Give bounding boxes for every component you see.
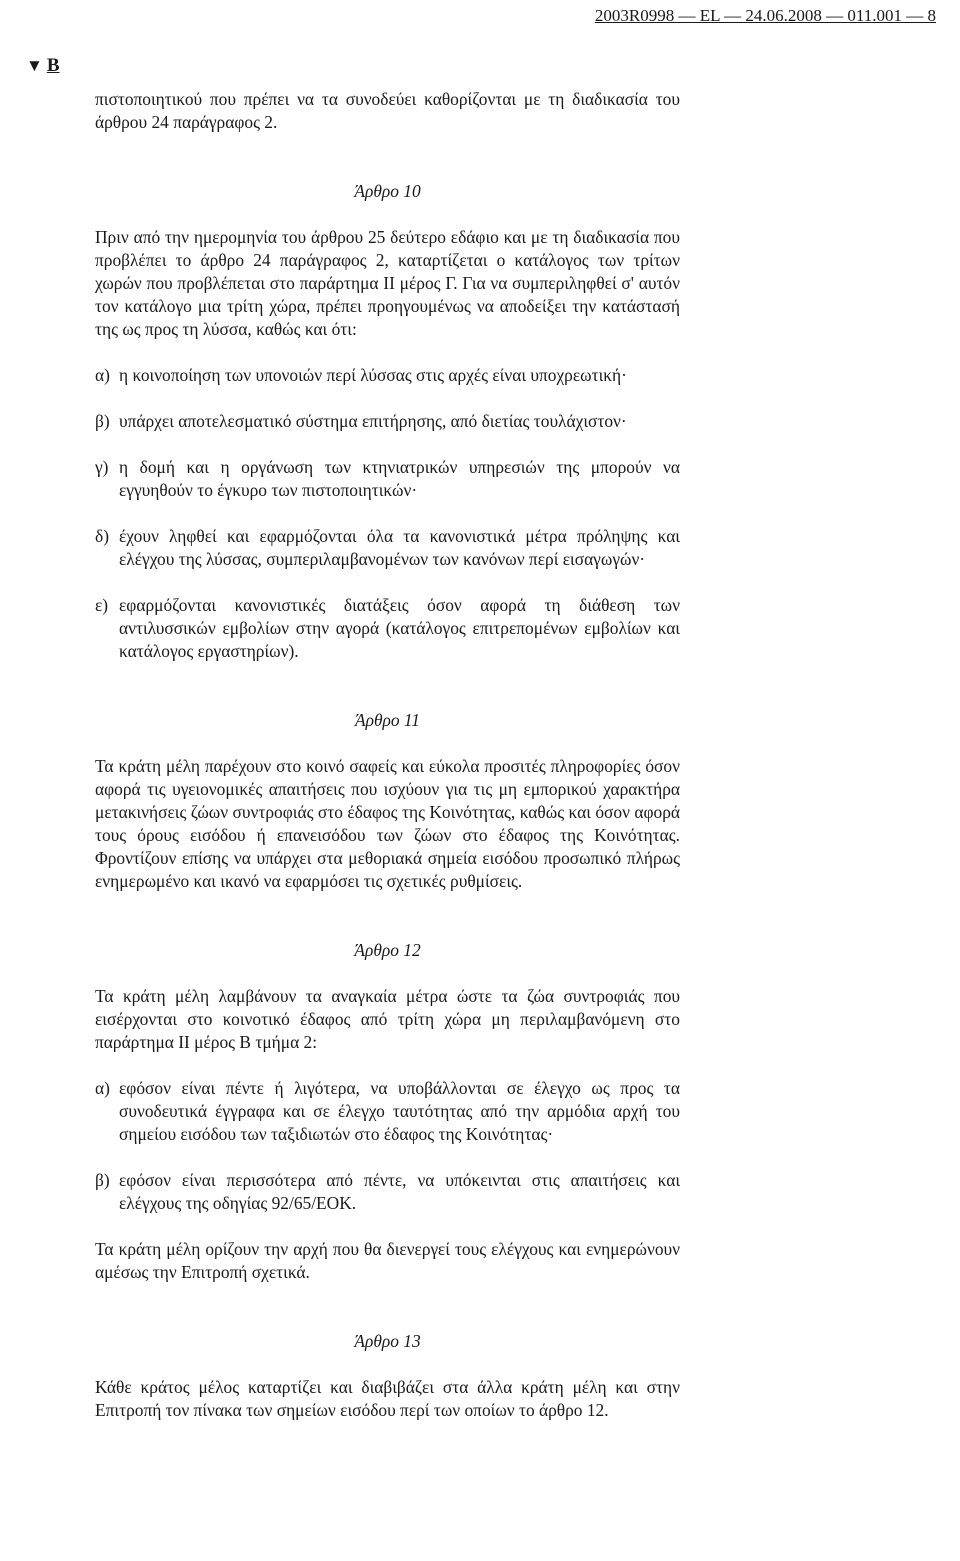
article-12-closing-paragraph: Τα κράτη μέλη ορίζουν την αρχή που θα διενεργεί τους ελέγχους και ενημερώνουν αμέσως την Επιτροπή σχετικά.: [95, 1239, 680, 1282]
document-body: [95, 88, 680, 1422]
down-triangle-icon: ▼: [26, 56, 43, 75]
list-item: γ) η δομή και η οργάνωση των κτηνιατρικών υπηρεσιών της μπορούν να εγγυηθούν το έγκυρο των πιστοποιητικών·: [95, 457, 680, 500]
article-12-paragraph: Τα κράτη μέλη λαμβάνουν τα αναγκαία μέτρα ώστε τα ζώα συντροφιάς που εισέρχονται στο κοινοτικό έδαφος από τρίτη χώρα μη περιλαμβανόμενη στο παράρτημα II μέρος Β τμήμα 2:: [95, 986, 680, 1052]
article-10-paragraph: Πριν από την ημερομηνία του άρθρου 25 δεύτερο εδάφιο και με τη διαδικασία που προβλέπει το άρθρο 24 παράγραφος 2, καταρτίζεται ο κατάλογος των τρίτων χωρών που προβλέπεται στο παράρτημα II μέρος Γ. Για να συμπεριληφθεί σ' αυτόν τον κατάλογο μια τρίτη χώρα, πρέπει προηγουμένως να αποδείξει την κατάστασή της ως προς τη λύσσα, καθώς και ότι:: [95, 227, 680, 339]
list-item: α) η κοινοποίηση των υπονοιών περί λύσσας στις αρχές είναι υποχρεωτική·: [95, 365, 627, 385]
article-11-title: Άρθρο 11: [354, 710, 420, 730]
article-11-paragraph: Τα κράτη μέλη παρέχουν στο κοινό σαφείς και εύκολα προσιτές πληροφορίες όσον αφορά τις υγειονομικές απαιτήσεις που ισχύουν για τις μη εμπορικού χαρακτήρα μετακινήσεις ζώων συντροφιάς στο έδαφος της Κοινότητας, καθώς και όσον αφορά τους όρους εισόδου ή επανεισόδου των ζώων στο έδαφος της Κοινότητας. Φροντίζουν επίσης να υπάρχει στα μεθοριακά σημεία εισόδου προσωπικό πλήρως ενημερωμένο και ικανό να εφαρμόσει τις σχετικές ρυθμίσεις.: [95, 756, 680, 891]
intro-paragraph: πιστοποιητικού που πρέπει να τα συνοδεύει καθορίζονται με τη διαδικασία του άρθρου 24 παράγραφος 2.: [95, 89, 680, 132]
list-item: β) εφόσον είναι περισσότερα από πέντε, να υπόκεινται στις απαιτήσεις και ελέγχους της οδηγίας 92/65/ΕΟΚ.: [95, 1170, 680, 1213]
amendment-letter: B: [46, 55, 60, 76]
article-12-title: Άρθρο 12: [354, 940, 421, 960]
list-item: β) υπάρχει αποτελεσματικό σύστημα επιτήρησης, από διετίας τουλάχιστον·: [95, 411, 627, 431]
list-item: δ) έχουν ληφθεί και εφαρμόζονται όλα τα κανονιστικά μέτρα πρόληψης και ελέγχου της λύσσας, συμπεριλαμβανομένων των κανόνων περί εισαγωγών·: [95, 526, 680, 569]
article-13-paragraph: Κάθε κράτος μέλος καταρτίζει και διαβιβάζει στα άλλα κράτη μέλη και στην Επιτροπή τον πίνακα των σημείων εισόδου περί των οποίων το άρθρο 12.: [95, 1377, 680, 1420]
document-header: 2003R0998 — EL — 24.06.2008 — 011.001 — 8: [594, 6, 936, 25]
article-13-title: Άρθρο 13: [354, 1331, 421, 1351]
list-item: ε) εφαρμόζονται κανονιστικές διατάξεις όσον αφορά τη διάθεση των αντιλυσσικών εμβολίων στην αγορά (κατάλογος επιτρεπομένων εμβολίων και κατάλογος εργαστηρίων).: [95, 595, 680, 661]
amendment-marker: [26, 54, 60, 77]
article-10-title: Άρθρο 10: [354, 181, 421, 201]
list-item: α) εφόσον είναι πέντε ή λιγότερα, να υποβάλλονται σε έλεγχο ως προς τα συνοδευτικά έγγραφα και σε έλεγχο ταυτότητας από την αρμόδια αρχή του σημείου εισόδου των ταξιδιωτών στο έδαφος της Κοινότητας·: [95, 1078, 680, 1144]
